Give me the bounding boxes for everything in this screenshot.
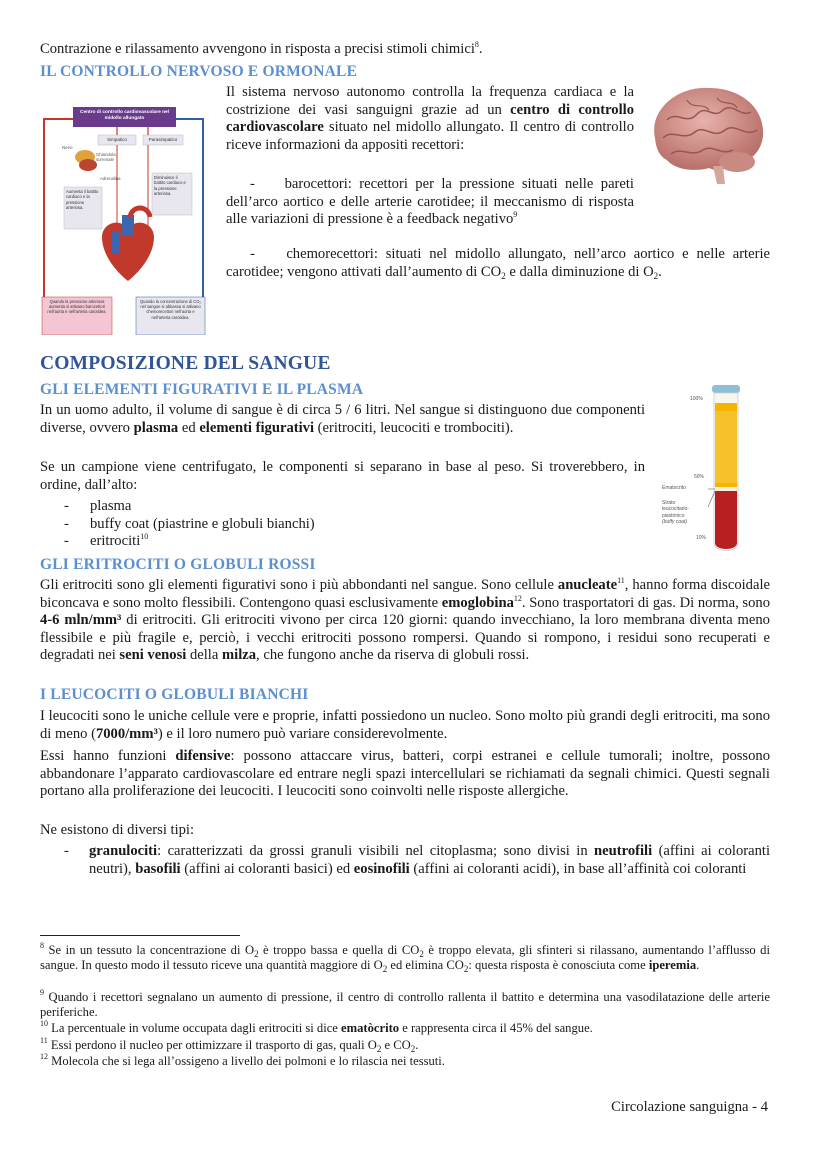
tube-label-ematocrito: Ematocrito: [662, 485, 686, 491]
leucociti-paragraph-2: Essi hanno funzioni difensive: possono attaccare virus, batteri, corpi estranei e cellule tumorali; inoltre, possono abbandonare l’apparato cardiovascolare ed entrare negli spazi intercellulari se richiamati da segnali chimici. Questi segnali portano alla proliferazione dei leucociti. I leucociti sono coinvolti nelle risposte allergiche.: [40, 748, 770, 799]
intro-line: Contrazione e rilassamento avvengono in risposta a precisi stimoli chimici$^8$.: [40, 40, 483, 57]
tube-label-50: 50%: [694, 474, 705, 480]
granulociti-item: - granulociti: caratterizzati da grossi granuli visibili nel citoplasma; sono divisi in neutrofili (affini ai coloranti neutri), basofili (affini ai coloranti basici) ed eosinofili (affini ai coloranti acidi), in base all’affinità coi coloranti: [64, 843, 770, 877]
barocettori-item: - barocettori: recettori per la pressione situati nelle pareti dell’arco aortico e delle arterie carotidee; il meccanismo di risposta alle variazioni di pressione è a feedback negativo$^9$: [226, 176, 634, 227]
subheading-elementi: GLI ELEMENTI FIGURATIVI E IL PLASMA: [40, 381, 364, 398]
page-footer: Circolazione sanguigna - 4: [611, 1099, 768, 1115]
diagram-label-parasimpatico: Parasimpatico: [148, 137, 178, 142]
section-heading-controllo: IL CONTROLLO NERVOSO E ORMONALE: [40, 63, 358, 80]
footnote-8: $^8$ Se in un tessuto la concentrazione di $O_2$ è troppo bassa e quella di $CO_2$ è troppo elevata, gli sfinteri si rilassano, aumentando l’afflusso di sangue. In questo modo il tessuto riceve una quantità maggiore di $O_2$ ed elimina $CO_2$: questa risposta è conosciuta come iperemia.: [40, 941, 770, 974]
footnote-10: $^{10}$ La percentuale in volume occupata dagli eritrociti si dice ematòcrito e rappresenta circa il 45% del sangue.: [40, 1019, 593, 1035]
subheading-eritrociti: GLI ERITROCITI O GLOBULI ROSSI: [40, 556, 316, 573]
tube-label-100: 100%: [690, 396, 703, 402]
diagram-label-simpatico: Simpatico: [107, 137, 127, 142]
chemorecettori-item: - chemorecettori: situati nel midollo allungato, nell’arco aortico e nelle arterie carotidee; vengono attivati dall’aumento di $CO_2$ e dalla diminuzione di $O_2$.: [226, 246, 770, 281]
elementi-paragraph-1: In un uomo adulto, il volume di sangue è di circa 5 / 6 litri. Nel sangue si distinguono due componenti diverse, ovvero plasma ed elementi figurativi (eritrociti, leucociti e trombociti).: [40, 402, 645, 436]
leucociti-paragraph-1: I leucociti sono le uniche cellule vere e proprie, infatti possiedono un nucleo. Sono molto più grandi degli eritrociti, ma sono di meno (7000/mm³) e il loro numero può variare considerevolmente.: [40, 708, 770, 742]
section-heading-composizione: COMPOSIZIONE DEL SANGUE: [40, 353, 331, 374]
diagram-label-diminuisce: Diminuisce il battito cardiaco e la pressione arteriosa.: [154, 175, 186, 197]
footnote-11: $^{11}$ Essi perdono il nucleo per ottimizzare il trasporto di gas, quali $O_2$ e $CO_2$.: [40, 1036, 419, 1054]
footnote-separator: [40, 935, 240, 936]
eritrociti-paragraph: Gli eritrociti sono gli elementi figurativi sono i più abbondanti nel sangue. Sono cellule anucleate$^{11}$, hanno forma discoidale biconcava e sono molto flessibili. Contengono quasi esclusivamente emoglobina$^{12}$. Sono trasportatori di gas. Di norma, sono 4-6 mln/mm³ di eritrociti. Gli eritrociti vivono per circa 120 giorni: quando invecchiano, la loro membrana diventa meno flessibile e più fragile e, perciò, i vecchi eritrociti possono rompersi. Quando si rompono, i residui sono recuperati e degradati nei seni venosi della milza, che fungono anche da riserva di globuli rossi.: [40, 576, 770, 663]
subheading-leucociti: I LEUCOCITI O GLOBULI BIANCHI: [40, 686, 309, 703]
controllo-paragraph: Il sistema nervoso autonomo controlla la frequenza cardiaca e la costrizione dei vasi sanguigni grazie ad un centro di controllo cardiovascolare situato nel midollo allungato. Il centro di controllo riceve informazioni da appositi recettori:: [226, 84, 634, 153]
footnote-12: $^{12}$ Molecola che si lega all’ossigeno a livello dei polmoni e lo rilascia nei tessuti.: [40, 1052, 445, 1068]
list-item: - eritrociti$^{10}$: [40, 533, 600, 551]
centrifuge-tube-figure: [660, 383, 770, 555]
brain-image: [647, 80, 767, 192]
components-list: [40, 498, 600, 551]
diagram-label-ghiandola: Ghiandola surrenale: [96, 152, 116, 162]
diagram-label-nervi: Nervi: [62, 145, 73, 150]
cardiovascular-control-diagram: [40, 105, 207, 335]
diagram-box-barocettori: Quando la pressione arteriosa aumenta si attivano barocettori nell’aorta e nell’arteria carotidea.: [47, 299, 107, 315]
diagram-box-chemorecettori: Quando la concentrazione di CO₂ nel sangue si abbassa si attivano chemorecettori nell’aorta e nell’arteria carotidea.: [140, 299, 201, 320]
tube-label-buffy-coat: Strato leucocitario- piastrinico (buffy coat): [662, 500, 689, 526]
tube-label-10: 10%: [696, 535, 707, 541]
diagram-label-adrenalina: Adrenalina: [100, 176, 121, 181]
list-item: - plasma: [40, 498, 600, 516]
elementi-paragraph-2: Se un campione viene centrifugato, le componenti si separano in base al peso. Si troverebbero, in ordine, dall’alto:: [40, 459, 645, 493]
diagram-title: Centro di controllo cardiovascolare nel midollo allungato: [79, 110, 170, 121]
list-item: - buffy coat (piastrine e globuli bianchi): [40, 516, 600, 534]
diagram-label-aumenta: Aumenta il battito cardiaco e la pressione arteriosa.: [66, 189, 99, 211]
leucociti-paragraph-3: Ne esistono di diversi tipi:: [40, 822, 195, 838]
footnote-9: $^9$ Quando i recettori segnalano un aumento di pressione, il centro di controllo rallenta il battito e determina una vasodilatazione delle arterie periferiche.: [40, 988, 770, 1019]
